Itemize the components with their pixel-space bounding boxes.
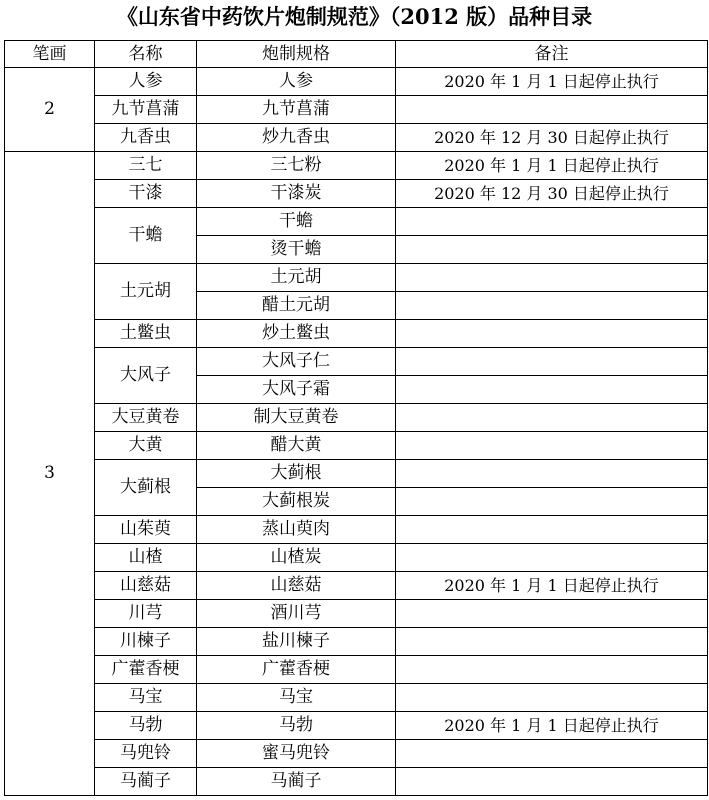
- table-row: [5, 348, 708, 376]
- processing-spec-cell: 干蟾: [197, 208, 396, 236]
- table-row: [5, 740, 708, 768]
- table-row: [5, 656, 708, 684]
- herb-name-cell: 山茱萸: [95, 516, 197, 544]
- processing-spec-cell: 人参: [197, 68, 396, 96]
- header-note: 备注: [396, 41, 708, 68]
- header-stroke: 笔画: [5, 41, 95, 68]
- note-cell: [396, 292, 708, 320]
- note-cell: [396, 432, 708, 460]
- note-cell: [396, 600, 708, 628]
- table-row: [5, 152, 708, 180]
- processing-spec-cell: 醋土元胡: [197, 292, 396, 320]
- herb-name-cell: 土鳖虫: [95, 320, 197, 348]
- note-cell: 2020 年 1 月 1 日起停止执行: [396, 152, 708, 180]
- table-row: [5, 628, 708, 656]
- table-row: [5, 572, 708, 600]
- herb-name-cell: 马兜铃: [95, 740, 197, 768]
- processing-spec-cell: 大风子霜: [197, 376, 396, 404]
- note-cell: [396, 544, 708, 572]
- herb-name-cell: 大豆黄卷: [95, 404, 197, 432]
- note-cell: [396, 516, 708, 544]
- table-row: [5, 124, 708, 152]
- processing-spec-cell: 炒土鳖虫: [197, 320, 396, 348]
- table-row: [5, 544, 708, 572]
- note-cell: [396, 684, 708, 712]
- table-row: [5, 516, 708, 544]
- table-row: [5, 460, 708, 488]
- header-spec: 炮制规格: [197, 41, 396, 68]
- herb-name-cell: 大蓟根: [95, 460, 197, 516]
- catalog-table: [4, 40, 708, 796]
- table-row: [5, 404, 708, 432]
- herb-name-cell: 三七: [95, 152, 197, 180]
- table-row: [5, 96, 708, 124]
- herb-name-cell: 山慈菇: [95, 572, 197, 600]
- note-cell: 2020 年 12 月 30 日起停止执行: [396, 124, 708, 152]
- processing-spec-cell: 大风子仁: [197, 348, 396, 376]
- processing-spec-cell: 马宝: [197, 684, 396, 712]
- document-title: 《山东省中药饮片炮制规范》（2012 版）品种目录: [116, 4, 593, 29]
- note-cell: [396, 488, 708, 516]
- herb-name-cell: 人参: [95, 68, 197, 96]
- note-cell: [396, 236, 708, 264]
- table-row: [5, 768, 708, 796]
- table-row: [5, 68, 708, 96]
- table-row: [5, 180, 708, 208]
- processing-spec-cell: 蒸山萸肉: [197, 516, 396, 544]
- processing-spec-cell: 大蓟根炭: [197, 488, 396, 516]
- processing-spec-cell: 干漆炭: [197, 180, 396, 208]
- header-name: 名称: [95, 41, 197, 68]
- note-cell: [396, 740, 708, 768]
- stroke-count-cell: 3: [5, 152, 95, 796]
- herb-name-cell: 川芎: [95, 600, 197, 628]
- processing-spec-cell: 马蔺子: [197, 768, 396, 796]
- table-row: [5, 208, 708, 236]
- table-row: [5, 320, 708, 348]
- table-row: [5, 684, 708, 712]
- herb-name-cell: 干漆: [95, 180, 197, 208]
- processing-spec-cell: 酒川芎: [197, 600, 396, 628]
- table-row: [5, 712, 708, 740]
- note-cell: [396, 768, 708, 796]
- herb-name-cell: 九香虫: [95, 124, 197, 152]
- herb-name-cell: 干蟾: [95, 208, 197, 264]
- note-cell: [396, 96, 708, 124]
- herb-name-cell: 马勃: [95, 712, 197, 740]
- processing-spec-cell: 炒九香虫: [197, 124, 396, 152]
- herb-name-cell: 土元胡: [95, 264, 197, 320]
- processing-spec-cell: 大蓟根: [197, 460, 396, 488]
- herb-name-cell: 大风子: [95, 348, 197, 404]
- processing-spec-cell: 山楂炭: [197, 544, 396, 572]
- processing-spec-cell: 盐川楝子: [197, 628, 396, 656]
- processing-spec-cell: 三七粉: [197, 152, 396, 180]
- catalog-body: [5, 68, 708, 796]
- processing-spec-cell: 山慈菇: [197, 572, 396, 600]
- table-row: [5, 432, 708, 460]
- herb-name-cell: 川楝子: [95, 628, 197, 656]
- note-cell: 2020 年 1 月 1 日起停止执行: [396, 712, 708, 740]
- note-cell: [396, 460, 708, 488]
- herb-name-cell: 山楂: [95, 544, 197, 572]
- table-row: [5, 600, 708, 628]
- note-cell: 2020 年 1 月 1 日起停止执行: [396, 572, 708, 600]
- herb-name-cell: 马蔺子: [95, 768, 197, 796]
- processing-spec-cell: 土元胡: [197, 264, 396, 292]
- note-cell: [396, 656, 708, 684]
- note-cell: [396, 348, 708, 376]
- processing-spec-cell: 烫干蟾: [197, 236, 396, 264]
- header-row: [5, 41, 708, 68]
- herb-name-cell: 大黄: [95, 432, 197, 460]
- herb-name-cell: 九节菖蒲: [95, 96, 197, 124]
- note-cell: [396, 208, 708, 236]
- stroke-count-cell: 2: [5, 68, 95, 152]
- table-row: [5, 264, 708, 292]
- note-cell: [396, 628, 708, 656]
- processing-spec-cell: 马勃: [197, 712, 396, 740]
- herb-name-cell: 广藿香梗: [95, 656, 197, 684]
- herb-name-cell: 马宝: [95, 684, 197, 712]
- processing-spec-cell: 制大豆黄卷: [197, 404, 396, 432]
- processing-spec-cell: 广藿香梗: [197, 656, 396, 684]
- note-cell: [396, 376, 708, 404]
- note-cell: [396, 320, 708, 348]
- processing-spec-cell: 醋大黄: [197, 432, 396, 460]
- processing-spec-cell: 蜜马兜铃: [197, 740, 396, 768]
- note-cell: [396, 404, 708, 432]
- note-cell: 2020 年 1 月 1 日起停止执行: [396, 68, 708, 96]
- processing-spec-cell: 九节菖蒲: [197, 96, 396, 124]
- note-cell: [396, 264, 708, 292]
- note-cell: 2020 年 12 月 30 日起停止执行: [396, 180, 708, 208]
